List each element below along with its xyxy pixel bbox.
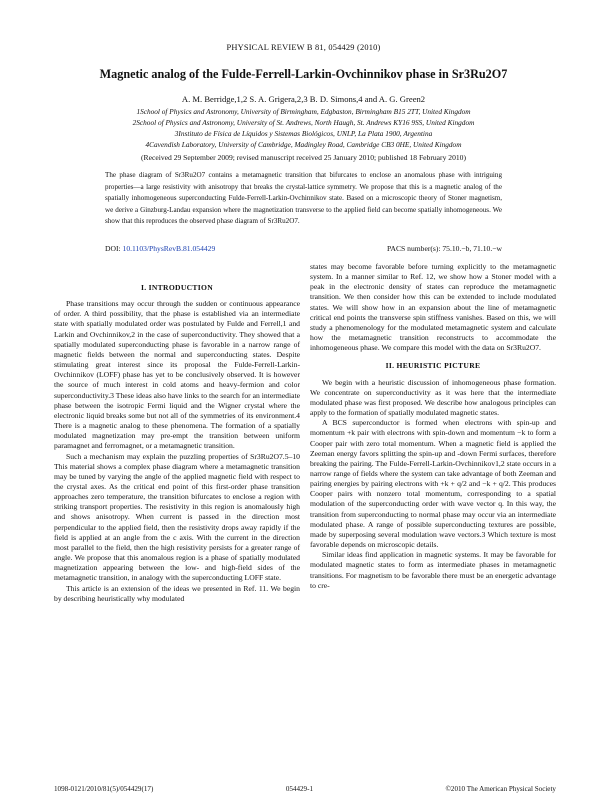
- section-heading-introduction: I. INTRODUCTION: [140, 283, 213, 292]
- footer-code: 1098-0121/2010/81(5)/054429(17): [54, 785, 154, 793]
- heuristic-paragraph-3: Similar ideas find application in magnetic systems. It may be favorable for modulated magnetic states to form as intermediate phases in metamagnetic transitions. For magnetism to be favorable there must be an energetic advantage to cre-: [310, 550, 556, 590]
- doi-label: DOI:: [105, 244, 121, 253]
- doi-link[interactable]: 10.1103/PhysRevB.81.054429: [122, 244, 216, 253]
- heuristic-paragraph-1: We begin with a heuristic discussion of inhomogeneous phase formation. We concentrate on superconductivity as it was here that the intermediate modulated phase was first proposed. We describe how analogous principles can apply to the formation of spatially modulated magnetic states.: [310, 377, 556, 418]
- continued-paragraph: states may become favorable before turning explicitly to the metamagnetic system. In a manner similar to Ref. 12, we show how a Stoner model with a peak in the electronic density of states can reproduce the metamagnetic transition. We then consider how this can be extended to include modulated states. We will show how in an expansion about the line of metamagnetic critical end points the transverse spin stiffness vanishes. Based on this, we will study a phenomenology for the modulated metamagnetic system and calculate how the metamagnetic transition reconstructs to accommodate the inhomogeneous phase. We compare this model with the data on Sr3Ru2O7.: [310, 262, 556, 353]
- right-column: [310, 262, 556, 591]
- paper-title: Magnetic analog of the Fulde-Ferrell-Larkin-Ovchinnikov phase in Sr3Ru2O7: [99, 67, 508, 81]
- intro-paragraph-3: This article is an extension of the ideas we presented in Ref. 11. We begin by describing heuristically why modulated: [54, 583, 300, 603]
- intro-paragraph-1: Phase transitions may occur through the sudden or continuous appearance of order. A third possibility, that the phase is established via an intermediate state with spatially modulated order was postulated by Fulde and Ferrell,1 and Larkin and Ovchinnikov,2 in the case of superconductivity. They showed that a spatially modulated superconducting phase is favorable in a narrow range of magnetic fields between the normal and superconducting states. Despite stimulating great interest since its proposal the Fulde-Ferrell-Larkin-Ovchinnikov (LOFF) phase has yet to be conclusively observed. It is however the source of much interest in cold atoms and heavy-fermion and color superconductivity.3 These ideas also have links to the search for an intermediate phase between the isotropic Fermi liquid and the Wigner crystal where the electronic liquid breaks some but not all of the symmetries of its environment.4 There is a magnetic analog to these phenomena. The formation of a spatially modulated magnetization may pre-empt the transition between uniform paramagnet and ferromagnet, or a metamagnetic transition.: [54, 299, 300, 451]
- abstract: The phase diagram of Sr3Ru2O7 contains a metamagnetic transition that bifurcates to enclose an anomalous phase with intriguing properties—a large resistivity with anisotropy that breaks the crystal-lattice symmetry. We propose that this is a magnetic analog of the spatially inhomogeneous superconducting Fulde-Ferrell-Larkin-Ovchinnikov state. Based on a microscopic theory of Stoner magnetism, we derive a Ginzburg-Landau expansion where the magnetization transverse to the applied field can become spatially inhomogeneous. We show that this reproduces the observed phase diagram of Sr3Ru2O7.: [105, 171, 502, 226]
- page-number: 054429-1: [285, 785, 314, 793]
- affiliation-1: 1School of Physics and Astronomy, University of Birmingham, Edgbaston, Birmingham B15 2TT, United Kingdom: [136, 107, 471, 116]
- journal-header: PHYSICAL REVIEW B 81, 054429 (2010): [226, 43, 381, 52]
- left-column: [54, 283, 300, 604]
- author-list: A. M. Berridge,1,2 S. A. Grigera,2,3 B. D. Simons,4 and A. G. Green2: [181, 94, 426, 104]
- doi-line: [105, 244, 215, 253]
- pacs-numbers: PACS number(s): 75.10.−b, 71.10.−w: [386, 244, 502, 253]
- section-heading-heuristic: II. HEURISTIC PICTURE: [385, 361, 481, 371]
- intro-paragraph-2: Such a mechanism may explain the puzzling properties of Sr3Ru2O7.5–10 This material shows a complex phase diagram where a metamagnetic transition may be tuned by varying the angle of the applied magnetic field with respect to the crystal axes. As the critical end point of this first-order phase transition approaches zero temperature, the transition bifurcates to enclose a region with striking transport properties. The resistivity in this region is anomalously high and shows anisotropy. When current is passed in the direction most perpendicular to the applied field, then the resistivity drops away rapidly if the field is applied at an angle from the c axis. With the current in the direction most parallel to the field, then the high resistivity persists for a greater range of angle. We propose that this anomalous region is a phase of spatially modulated magnetization appearing between the low- and high-field sides of the metamagnetic transition, in analogy with the superconducting LOFF state.: [54, 451, 300, 583]
- page-footer: [54, 785, 556, 793]
- affiliation-3: 3Instituto de Física de Líquidos y Sistemas Biológicos, UNLP, La Plata 1900, Argentina: [174, 129, 433, 138]
- copyright: ©2010 The American Physical Society: [445, 785, 556, 793]
- affiliation-2: 2School of Physics and Astronomy, University of St. Andrews, North Haugh, St. Andrews KY16 9SS, United Kingdom: [132, 118, 475, 127]
- affiliation-4: 4Cavendish Laboratory, University of Cambridge, Madingley Road, Cambridge CB3 0HE, United Kingdom: [145, 140, 462, 149]
- heuristic-paragraph-2: A BCS superconductor is formed when electrons with spin-up and momentum +k pair with electrons with spin-down and momentum −k to form a Cooper pair with zero total momentum. When a magnetic field is applied the Zeeman energy favors splitting the spin-up and -down Fermi surfaces, therefore breaking the pairing. The Fulde-Ferrell-Larkin-Ovchinnikov1,2 state occurs in a narrow range of fields where the system can take advantage of both Zeeman and pairing energies by pairing electrons with +k + q/2 and −k + q/2. This produces Cooper pairs with nonzero total momentum, corresponding to a spatial modulation of the superconducting order with wave vector q. In this way, the transition from superconducting to normal phase may occur via an intermediate modulated phase. A range of possible superconducting textures are possible, made by superposing several modulation wave vectors.3 Which texture is most favorable depends on microscopic details.: [310, 418, 556, 550]
- received-dates: (Received 29 September 2009; revised manuscript received 25 January 2010; published 18 February 2010): [141, 153, 466, 162]
